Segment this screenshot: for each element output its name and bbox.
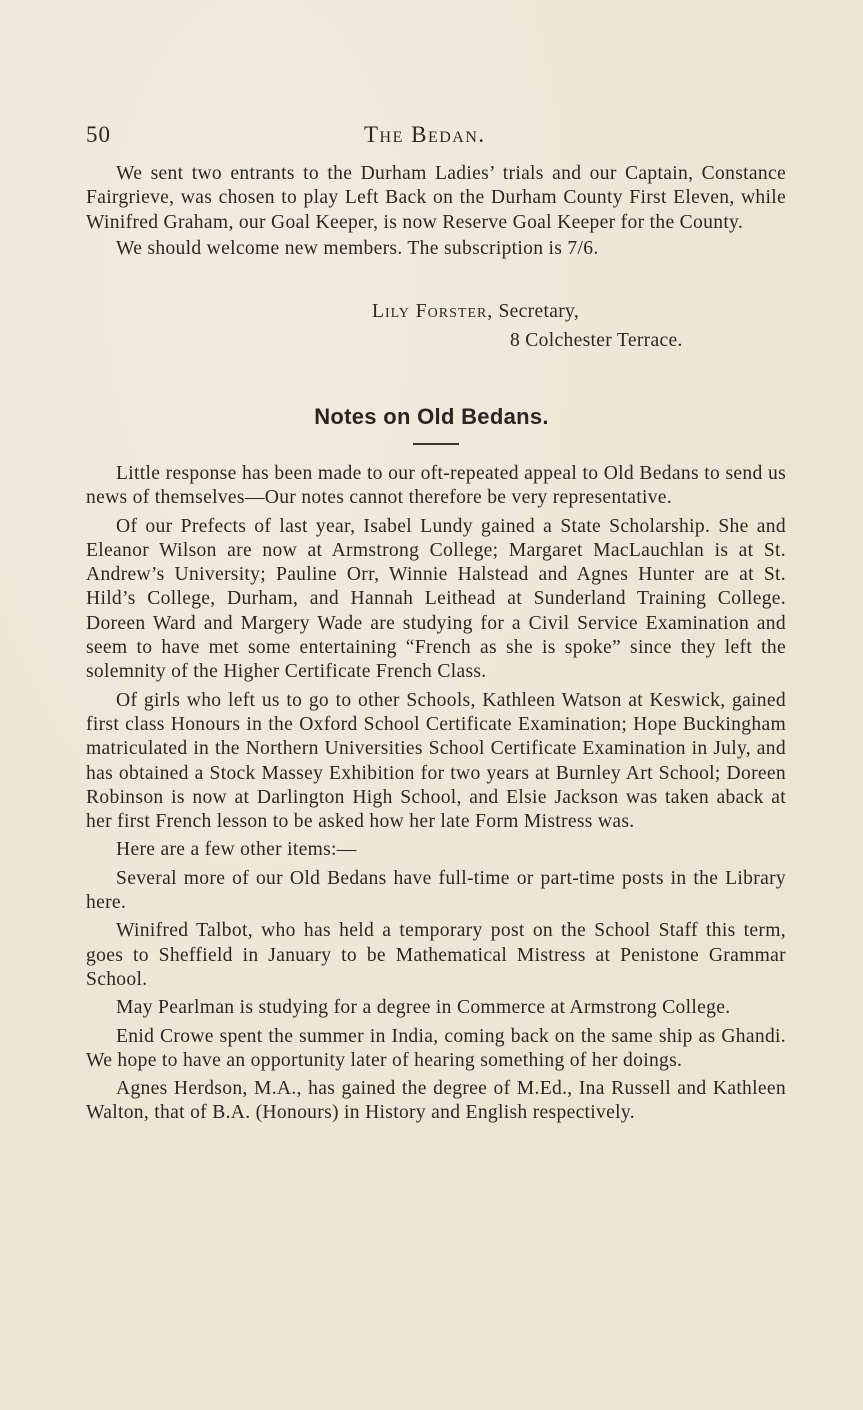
paragraph: We sent two entrants to the Durham Ladies’ trials and our Captain, Constance Fairgrieve, was chosen to play Left Back on the Durham County First Eleven, while Winifred Graham, our Goal Keeper, is now Reserve Goal Keeper for the County. (86, 163, 786, 233)
paragraph: We should welcome new members. The subscription is 7/6. (116, 237, 599, 259)
divider (413, 443, 459, 445)
paragraph: Of our Prefects of last year, Isabel Lundy gained a State Scholarship. She and Eleanor Wilson are now at Armstrong College; Margaret MacLauchlan is at St. Andrew’s University; Pauline Orr, Winnie Halstead and Agnes Hunter are at St. Hild’s College, Durham, and Hannah Leithead at Sunderland Training College. Doreen Ward and Margery Wade are studying for a Civil Service Examination and seem to have met some entertaining “French as she is spoke” since they left the solemnity of the Higher Certificate French Class. (86, 515, 786, 683)
paragraph: Little response has been made to our oft-repeated appeal to Old Bedans to send us news of themselves—Our notes cannot therefore be very representative. (86, 463, 786, 509)
paragraph: Winifred Talbot, who has held a temporary post on the School Staff this term, goes to Sheffield in January to be Mathematical Mistress at Penistone Grammar School. (86, 920, 786, 990)
journal-title: The Bedan. (364, 122, 486, 147)
running-head (86, 122, 786, 152)
hockey-report (86, 162, 786, 261)
paragraph: Of girls who left us to go to other Schools, Kathleen Watson at Keswick, gained first class Honours in the Oxford School Certificate Examination; Hope Buckingham matriculated in the Northern Universities School Certificate Examination in July, and has obtained a Stock Massey Exhibition for two years at Burnley Art School; Doreen Robinson is now at Darlington High School, and Elsie Jackson was taken aback at her first French lesson to be asked how her late Form Mistress was. (86, 689, 786, 833)
page-number: 50 (86, 122, 111, 147)
paragraph: May Pearlman is studying for a degree in Commerce at Armstrong College. (116, 997, 731, 1019)
signature-name: Lily Forster, (372, 301, 494, 322)
signature-address: 8 Colchester Terrace. (510, 330, 683, 351)
section-heading: Notes on Old Bedans. (314, 404, 549, 429)
paragraph: Several more of our Old Bedans have full-time or part-time posts in the Library here. (86, 867, 786, 914)
paragraph: Agnes Herdson, M.A., has gained the degree of M.Ed., Ina Russell and Kathleen Walton, that of B.A. (Honours) in History and English respectively. (86, 1078, 786, 1124)
paragraph: Enid Crowe spent the summer in India, coming back on the same ship as Ghandi. We hope to have an opportunity later of hearing something of her doings. (86, 1025, 786, 1071)
paragraph: Here are a few other items:— (116, 839, 357, 861)
signature-role: Secretary, (493, 301, 580, 322)
signature-line (372, 300, 579, 324)
notes-body (86, 462, 786, 1130)
